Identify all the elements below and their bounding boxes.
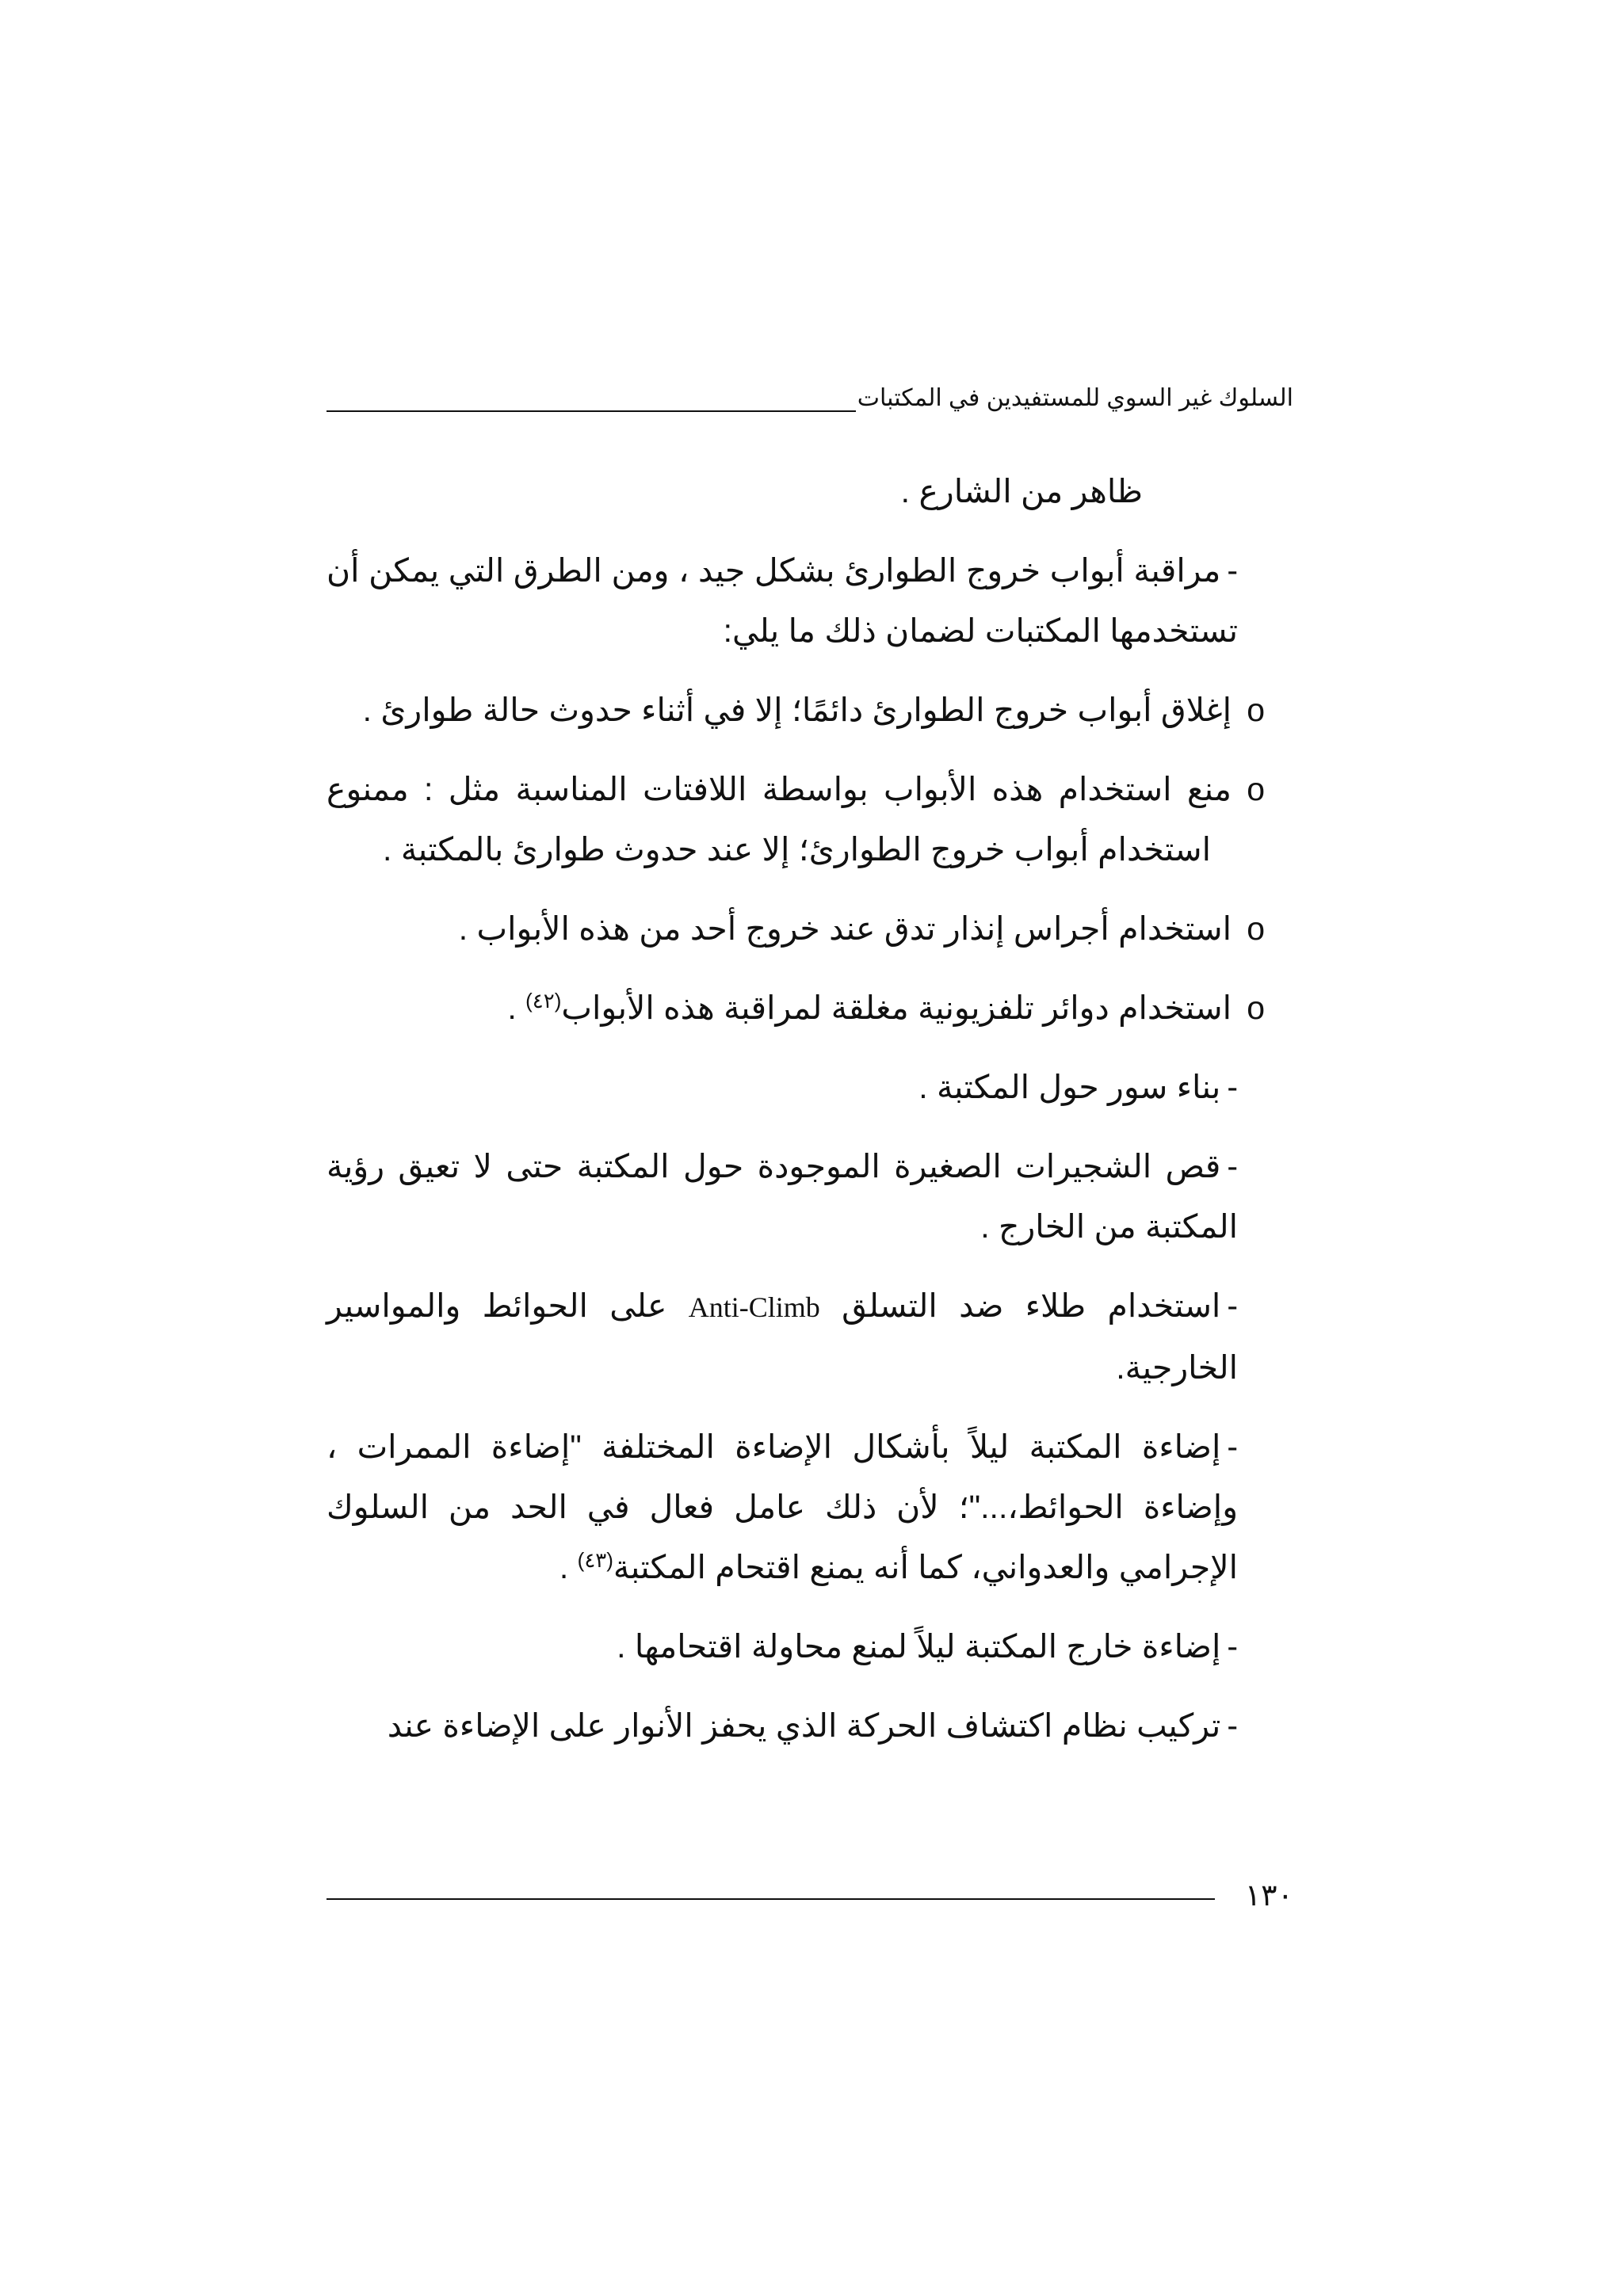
item-text-end: . xyxy=(507,990,526,1026)
paragraph-text: ظاهر من الشارع . xyxy=(900,473,1143,509)
footer-rule xyxy=(327,1898,1215,1900)
dash-item xyxy=(327,540,1238,661)
item-text: إضاءة المكتبة ليلاً بأشكال الإضاءة المختلفة "إضاءة الممرات ، وإضاءة الحوائط،..."؛ لأن ذلك عامل فعال في الحد من السلوك الإجرامي والعدواني، كما أنه يمنع اقتحام المكتبة xyxy=(327,1428,1238,1585)
dash-item xyxy=(327,1616,1238,1676)
running-header xyxy=(327,371,1293,415)
circle-item: oاستخدام أجراس إنذار تدق عند خروج أحد من هذه الأبواب . xyxy=(458,910,1265,947)
dash-item xyxy=(327,1695,1238,1756)
latin-term: Anti-Climb xyxy=(688,1291,820,1323)
item-text: مراقبة أبواب خروج الطوارئ بشكل جيد ، ومن الطرق التي يمكن أن تستخدمها المكتبات لضمان ذلك ما يلي: xyxy=(327,552,1238,649)
item-text: منع استخدام هذه الأبواب بواسطة اللافتات المناسبة مثل : ممنوع استخدام أبواب خروج الطوارئ؛ إلا عند حدوث طوارئ بالمكتبة . xyxy=(327,771,1232,868)
footnote-ref: (٤٣) xyxy=(577,1548,613,1572)
circle-item: oإغلاق أبواب خروج الطوارئ دائمًا؛ إلا في أثناء حدوث حالة طوارئ . xyxy=(362,692,1265,728)
item-text: على الحوائط والمواسير الخارجية. xyxy=(327,1287,1238,1386)
item-text: تركيب نظام اكتشاف الحركة الذي يحفز الأنوار على الإضاءة عند xyxy=(387,1707,1221,1744)
item-text-end: . xyxy=(559,1549,578,1585)
item-text: إغلاق أبواب خروج الطوارئ دائمًا؛ إلا في أثناء حدوث حالة طوارئ . xyxy=(362,692,1232,728)
body-text xyxy=(327,461,1265,1775)
item-text: قص الشجيرات الصغيرة الموجودة حول المكتبة حتى لا تعيق رؤية المكتبة من الخارج . xyxy=(327,1148,1238,1245)
dash-bullet: - xyxy=(1227,1148,1238,1184)
circle-item: oاستخدام دوائر تلفزيونية مغلقة لمراقبة هذه الأبواب$^{(٤٢)}$ . xyxy=(507,989,1265,1026)
item-text: استخدام دوائر تلفزيونية مغلقة لمراقبة هذه الأبواب xyxy=(561,990,1232,1026)
dash-item xyxy=(327,1276,1238,1398)
header-rule xyxy=(327,410,856,412)
page-footer xyxy=(327,1876,1293,1916)
paragraph xyxy=(327,461,1238,521)
footnote-ref: (٤٢) xyxy=(525,989,562,1013)
dash-item xyxy=(327,1057,1238,1117)
item-text: استخدام طلاء ضد التسلق xyxy=(842,1287,1221,1324)
dash-item xyxy=(327,1417,1238,1597)
running-title: السلوك غير السوي للمستفيدين في المكتبات xyxy=(857,385,1293,411)
item-text: استخدام أجراس إنذار تدق عند خروج أحد من هذه الأبواب . xyxy=(458,910,1232,947)
dash-bullet: - xyxy=(1227,1628,1238,1665)
dash-item xyxy=(327,1136,1238,1257)
dash-bullet: - xyxy=(1227,1428,1238,1465)
dash-bullet: - xyxy=(1227,552,1238,589)
dash-bullet: - xyxy=(1227,1069,1238,1105)
circle-item: oمنع استخدام هذه الأبواب بواسطة اللافتات المناسبة مثل : ممنوع استخدام أبواب خروج الطوارئ؛ إلا عند حدوث طوارئ بالمكتبة . xyxy=(327,771,1265,868)
item-text: بناء سور حول المكتبة . xyxy=(918,1069,1221,1105)
dash-bullet: - xyxy=(1227,1707,1238,1744)
page-number: ١٣٠ xyxy=(1244,1879,1293,1913)
item-text: إضاءة خارج المكتبة ليلاً لمنع محاولة اقتحامها . xyxy=(617,1628,1221,1665)
dash-bullet: - xyxy=(1227,1287,1238,1324)
